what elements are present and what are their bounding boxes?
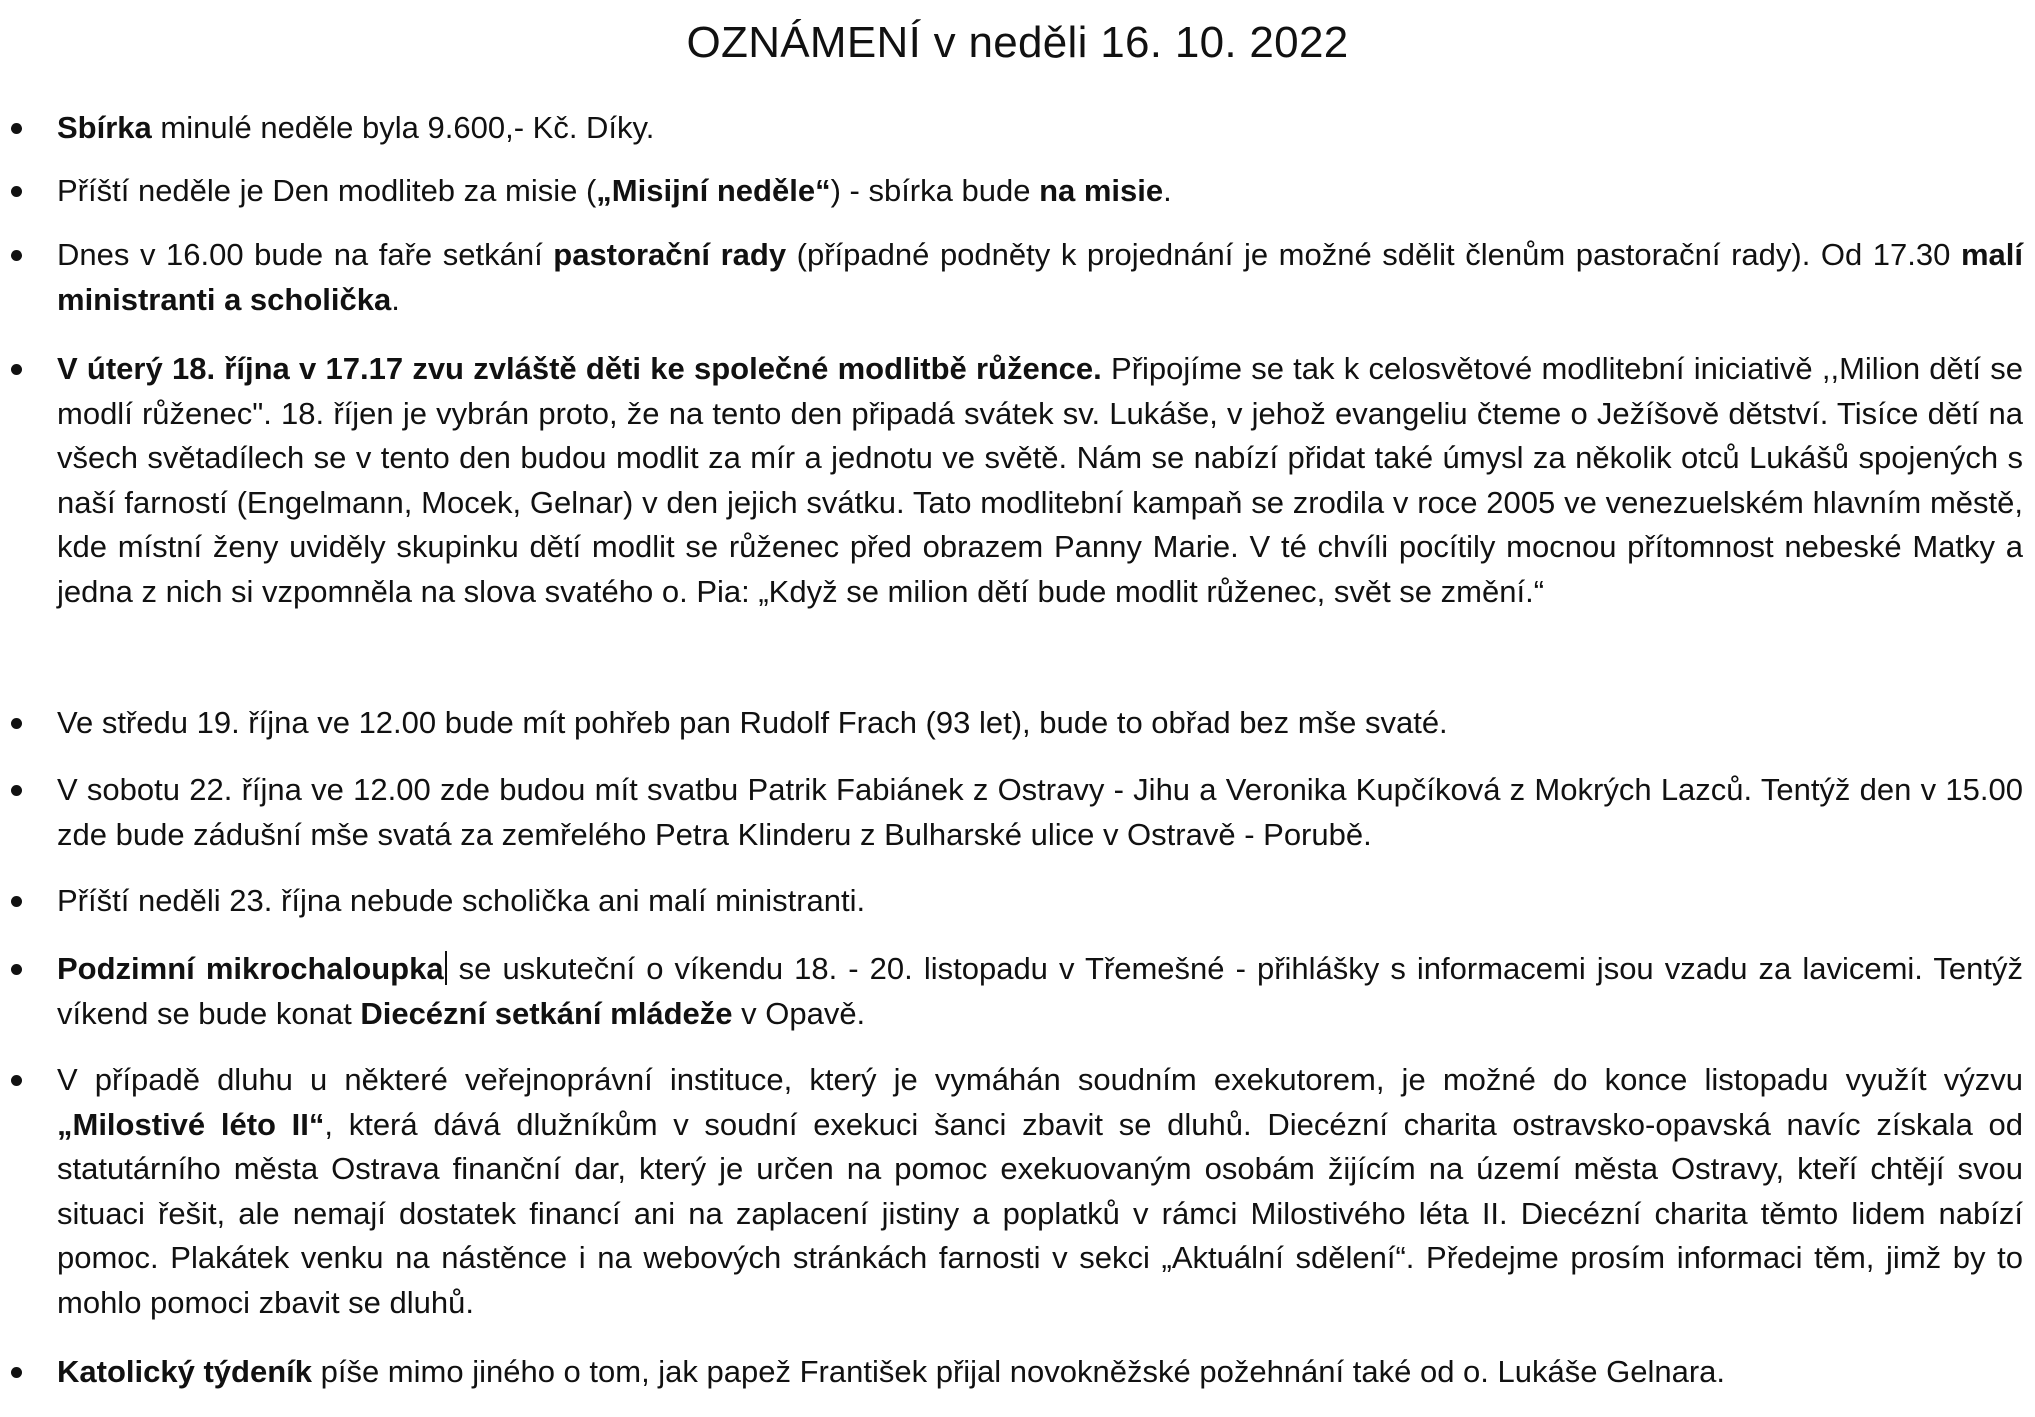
announcement-collection [57, 106, 2023, 151]
announcement-text: v Opavě. [732, 995, 866, 1031]
page-title: OZNÁMENÍ v neděli 16. 10. 2022 [686, 18, 1349, 67]
bullet-icon [11, 964, 22, 975]
announcement-mission-sunday [57, 169, 2023, 214]
announcement-text: Ve středu 19. října ve 12.00 bude mít pohřeb pan Rudolf Frach (93 let), bude to obřad bez mše svaté. [57, 705, 1448, 740]
announcement-bold-text: Diecézní setkání mládeže [360, 995, 733, 1031]
announcement-bold-text: na misie [1039, 173, 1164, 208]
text-cursor [445, 951, 447, 985]
bullet-icon [11, 718, 22, 729]
announcement-text: se uskuteční o víkendu 18. - 20. listopadu v Třemešné - přihlášky s informacemi jsou vzadu za lavicemi. Tentýž víkend se bude konat [57, 951, 2023, 1031]
announcement-text: . [1163, 173, 1172, 208]
announcement-text: . [391, 281, 400, 317]
announcement-rosary [57, 347, 2023, 614]
announcement-debt-relief [57, 1058, 2023, 1325]
bullet-icon [11, 186, 22, 197]
bullet-icon [11, 896, 22, 907]
announcement-bold-text: Podzimní mikrochaloupka [57, 951, 444, 986]
announcement-bold-text: V úterý 18. října v 17.17 zvu zvláště děti ke společné modlitbě růžence. [57, 351, 1102, 386]
announcement-text: píše mimo jiného o tom, jak papež František přijal novokněžské požehnání také od o. Lukáše Gelnara. [311, 1354, 1725, 1389]
announcement-retreat [57, 947, 2023, 1036]
announcement-bold-text: „Milostivé léto II“ [57, 1106, 325, 1142]
announcement-text: V případě dluhu u některé veřejnoprávní instituce, který je vymáhán soudním exekutorem, je možné do konce listopadu využít výzvu [57, 1062, 2023, 1097]
bullet-icon [11, 364, 22, 375]
announcement-text: (případné podněty k projednání je možné sdělit členům pastorační rady). Od 17.30 [786, 237, 1961, 272]
announcement-text: Příští neděle je Den modliteb za misie ( [57, 173, 597, 208]
announcement-funeral [57, 701, 2023, 746]
announcement-text: V sobotu 22. října ve 12.00 zde budou mít svatbu Patrik Fabiánek z Ostravy - Jihu a Veronika Kupčíková z Mokrých Lazců. Tentýž den v 15.00 zde bude zádušní mše svatá za zemřelého Petra Klinderu z Bulharské ulice v Ostravě - Porubě. [57, 772, 2023, 852]
announcement-bold-text: „Misijní neděle“ [596, 173, 831, 208]
announcement-catholic-weekly [57, 1350, 2023, 1395]
announcement-text: , která dává dlužníkům v soudní exekuci šanci zbavit se dluhů. Diecézní charita ostravsko-opavská navíc získala od statutárního města Ostrava finanční dar, který je určen na pomoc exekuovaným osobám žijícím na území města Ostravy, kteří chtějí svou situaci řešit, ale nemají dostatek financí ani na zaplacení jistiny a poplatků v rámci Milostivého léta II. Diecézní charita těmto lidem nabízí pomoc. Plakátek venku na nástěnce i na webových stránkách farnosti v sekci „Aktuální sdělení“. Předejme prosím informaci těm, jimž by to mohlo pomoci zbavit se dluhů. [57, 1106, 2023, 1320]
announcement-text: ) - sbírka bude [830, 173, 1040, 208]
bullet-icon [11, 1075, 22, 1086]
bullet-icon [11, 785, 22, 796]
bullet-icon [11, 123, 22, 134]
bullet-icon [11, 1367, 22, 1378]
announcement-next-sunday [57, 879, 2023, 924]
announcement-bold-text: Sbírka [57, 110, 152, 145]
bullet-icon [11, 250, 22, 261]
announcement-text: Připojíme se tak k celosvětové modlitební iniciativě ,,Milion dětí se modlí růženec". 18. říjen je vybrán proto, že na tento den připadá svátek sv. Lukáše, v jehož evangeliu čteme o Ježíšově dětství. Tisíce dětí na všech světadílech se v tento den budou modlit za mír a jednotu ve světě. Nám se nabízí přidat také úmysl za několik otců Lukášů spojených s naší farností (Engelmann, Mocek, Gelnar) v den jejich svátku. Tato modlitební kampaň se zrodila v roce 2005 ve venezuelském hlavním městě, kde místní ženy uviděly skupinku dětí modlit se růženec před obrazem Panny Marie. V té chvíli pocítily mocnou přítomnost nebeské Matky a jedna z nich si vzpomněla na slova svatého o. Pia: „Když se milion dětí bude modlit růženec, svět se změní.“ [57, 351, 2023, 609]
announcement-text: Dnes v 16.00 bude na faře setkání [57, 237, 554, 272]
announcement-text: minulé neděle byla 9.600,- Kč. Díky. [151, 110, 655, 145]
announcement-bold-text: pastorační rady [553, 237, 787, 272]
announcement-bold-text: malí ministranti a scholička [57, 237, 2023, 317]
announcement-bold-text: Katolický týdeník [57, 1354, 312, 1389]
announcement-wedding [57, 768, 2023, 857]
announcement-pastoral-council [57, 233, 2023, 322]
announcement-text: Příští neděli 23. října nebude scholička ani malí ministranti. [57, 883, 866, 918]
